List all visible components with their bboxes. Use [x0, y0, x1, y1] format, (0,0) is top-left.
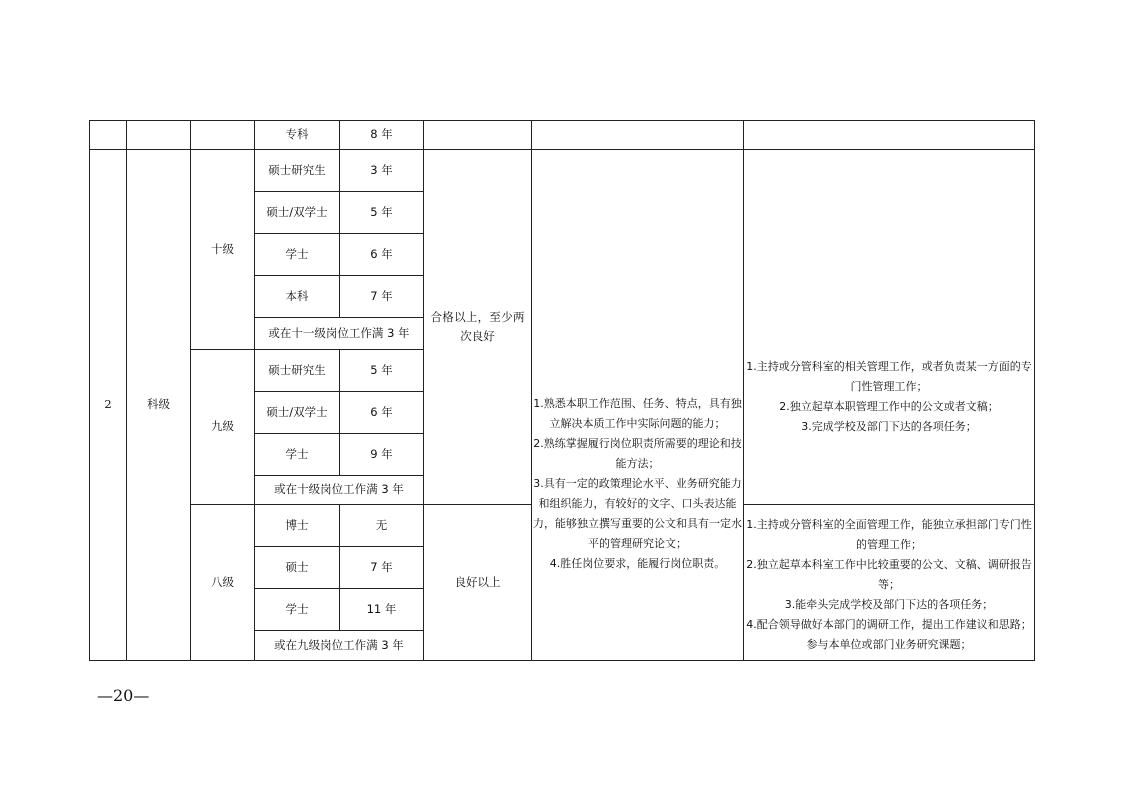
years-cell: 3 年: [340, 150, 424, 192]
duty-item: 1.主持或分管科室的相关管理工作，或者负责某一方面的专门性管理工作；: [746, 360, 1032, 393]
duties-cell: [744, 505, 1035, 661]
ability-item: 1.熟悉本职工作范围、任务、特点，具有独立解决本质工作中实际问题的能力；: [533, 397, 742, 430]
edu-cell: 硕士研究生: [255, 150, 340, 192]
duty-item: 3.能牵头完成学校及部门下达的各项任务；: [784, 597, 994, 611]
years-cell: 7 年: [340, 547, 424, 589]
years-cell: 无: [340, 505, 424, 547]
empty-cell: [424, 121, 532, 150]
abilities-cell: [532, 150, 744, 661]
table-row: [90, 150, 1035, 192]
edu-cell: 硕士/双学士: [255, 192, 340, 234]
alt-cell: 或在十级岗位工作满 3 年: [255, 476, 424, 505]
edu-cell: 硕士: [255, 547, 340, 589]
edu-cell: 学士: [255, 589, 340, 631]
edu-cell: 博士: [255, 505, 340, 547]
level-cell: 九级: [191, 350, 255, 505]
qualification-table: [89, 120, 1035, 661]
ability-item: 2.熟练掌握履行岗位职责所需要的理论和技能方法；: [533, 437, 742, 470]
edu-cell: 专科: [255, 121, 340, 150]
level-cell: 八级: [191, 505, 255, 661]
ability-item: 3.具有一定的政策理论水平、业务研究能力和组织能力，有较好的文字、口头表达能力，能够独立撰写重要的公文和具有一定水平的管理研究论文；: [533, 477, 742, 550]
years-cell: 7 年: [340, 276, 424, 318]
years-cell: 8 年: [340, 121, 424, 150]
empty-cell: [532, 121, 744, 150]
edu-cell: 硕士/双学士: [255, 392, 340, 434]
edu-cell: 硕士研究生: [255, 350, 340, 392]
page-number: —20—: [97, 686, 150, 705]
duty-item: 2.独立起草本科室工作中比较重要的公文、文稿、调研报告等；: [746, 557, 1032, 591]
years-cell: 6 年: [340, 392, 424, 434]
group-number: 2: [90, 150, 127, 661]
duty-item: 3.完成学校及部门下达的各项任务；: [801, 420, 977, 433]
assessment-cell: 良好以上: [424, 505, 532, 661]
years-cell: 6 年: [340, 234, 424, 276]
duties-cell: [744, 150, 1035, 505]
edu-cell: 本科: [255, 276, 340, 318]
alt-cell: 或在九级岗位工作满 3 年: [255, 631, 424, 661]
edu-cell: 学士: [255, 234, 340, 276]
empty-cell: [744, 121, 1035, 150]
empty-cell: [127, 121, 191, 150]
years-cell: 5 年: [340, 350, 424, 392]
table-row: [90, 121, 1035, 150]
ability-item: 4.胜任岗位要求，能履行岗位职责。: [549, 557, 726, 570]
empty-cell: [90, 121, 127, 150]
years-cell: 9 年: [340, 434, 424, 476]
duty-item: 2.独立起草本职管理工作中的公文或者文稿；: [779, 400, 999, 413]
assessment-cell: [424, 150, 532, 505]
category-cell: 科级: [127, 150, 191, 661]
empty-cell: [191, 121, 255, 150]
assessment-text: 合格以上，至少两次良好: [430, 310, 525, 343]
years-cell: 11 年: [340, 589, 424, 631]
level-cell: 十级: [191, 150, 255, 350]
alt-cell: 或在十一级岗位工作满 3 年: [255, 318, 424, 350]
duty-item: 1.主持或分管科室的全面管理工作，能独立承担部门专门性的管理工作；: [746, 517, 1032, 551]
duty-item: 4.配合领导做好本部门的调研工作，提出工作建议和思路；参与本单位或部门业务研究课题；: [746, 617, 1032, 651]
edu-cell: 学士: [255, 434, 340, 476]
years-cell: 5 年: [340, 192, 424, 234]
